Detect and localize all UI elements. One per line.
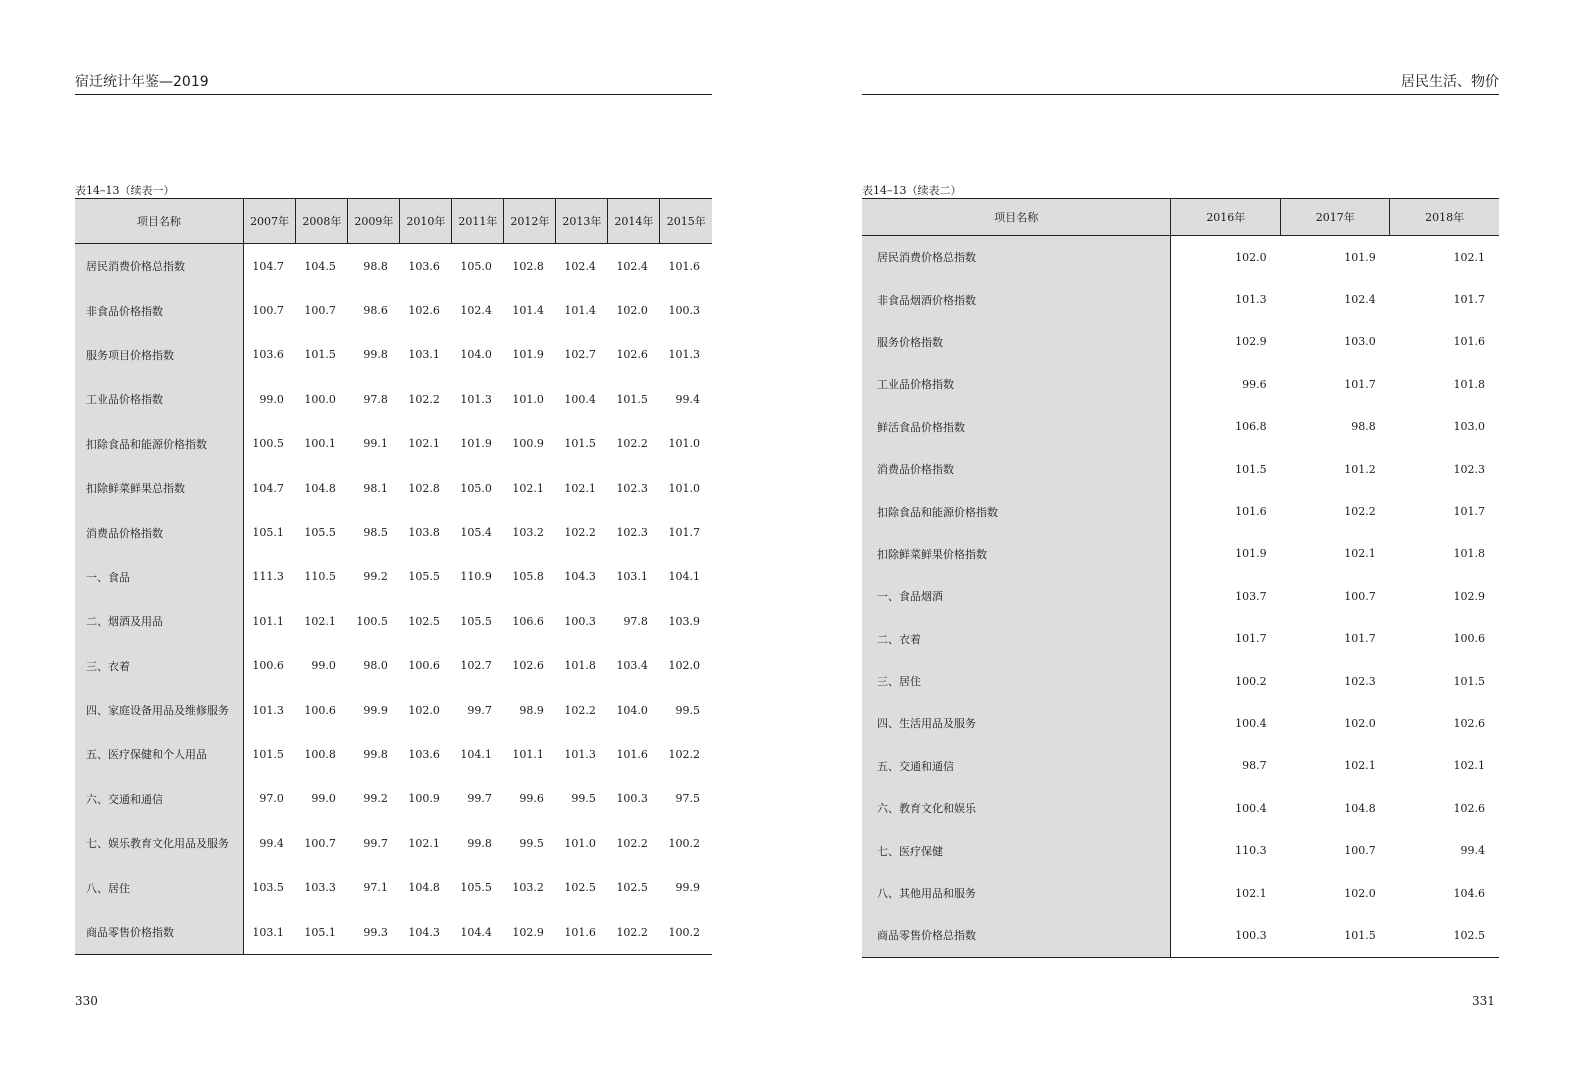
index-value-cell: 102.5 [408, 614, 440, 628]
row-item-name: 居民消费价格总指数 [862, 236, 1171, 279]
index-value-cell: 100.7 [1344, 589, 1376, 603]
index-value-cell: 100.3 [668, 304, 700, 318]
index-value-cell: 99.4 [675, 392, 700, 406]
index-value-cell: 98.1 [363, 481, 388, 495]
index-value-cell: 97.5 [675, 792, 700, 806]
index-value-cell: 101.3 [564, 747, 596, 761]
index-value-cell: 102.2 [564, 526, 596, 540]
index-value-cell: 104.7 [252, 259, 284, 273]
table-row [862, 787, 1499, 829]
index-value-cell: 102.1 [1453, 759, 1485, 773]
left-page-number: 330 [75, 994, 98, 1008]
index-value-cell: 100.7 [304, 304, 336, 318]
index-value-cell: 98.8 [1351, 420, 1376, 434]
index-value-cell: 100.4 [1235, 801, 1267, 815]
index-value-cell: 102.7 [460, 659, 492, 673]
row-item-name: 工业品价格指数 [75, 377, 243, 421]
index-value-cell: 102.4 [1344, 293, 1376, 307]
row-item-name: 六、教育文化和娱乐 [862, 787, 1171, 829]
table-row [862, 236, 1499, 279]
index-value-cell: 103.6 [252, 348, 284, 362]
table-row [75, 688, 712, 732]
index-value-cell: 101.5 [252, 747, 284, 761]
index-value-cell: 100.6 [304, 703, 336, 717]
index-value-cell: 103.1 [408, 348, 440, 362]
index-value-cell: 99.6 [519, 792, 544, 806]
index-value-cell: 100.1 [304, 437, 336, 451]
index-value-cell: 100.7 [304, 836, 336, 850]
index-value-cell: 98.0 [363, 659, 388, 673]
index-value-cell: 101.0 [668, 437, 700, 451]
index-value-cell: 103.0 [1453, 420, 1485, 434]
index-value-cell: 102.4 [616, 259, 648, 273]
index-value-cell: 103.3 [304, 881, 336, 895]
index-value-cell: 101.5 [616, 392, 648, 406]
row-item-name: 六、交通和通信 [75, 777, 243, 821]
index-value-cell: 101.8 [564, 659, 596, 673]
row-item-name: 工业品价格指数 [862, 363, 1171, 405]
table-row [862, 533, 1499, 575]
index-value-cell: 99.7 [467, 703, 492, 717]
index-value-cell: 101.6 [1235, 505, 1267, 519]
index-value-cell: 103.9 [668, 614, 700, 628]
index-value-cell: 101.7 [1344, 632, 1376, 646]
table-row [75, 777, 712, 821]
index-value-cell: 101.6 [1453, 335, 1485, 349]
index-value-cell: 101.5 [1235, 462, 1267, 476]
row-item-name: 一、食品烟酒 [862, 575, 1171, 617]
index-value-cell: 102.1 [1235, 886, 1267, 900]
index-value-cell: 102.6 [1453, 716, 1485, 730]
table-row [75, 555, 712, 599]
row-item-name: 四、家庭设备用品及维修服务 [75, 688, 243, 732]
index-value-cell: 97.8 [363, 392, 388, 406]
index-value-cell: 101.1 [512, 747, 544, 761]
index-value-cell: 101.0 [512, 392, 544, 406]
row-item-name: 扣除食品和能源价格指数 [862, 490, 1171, 532]
index-value-cell: 100.8 [304, 747, 336, 761]
index-value-cell: 104.5 [304, 259, 336, 273]
index-value-cell: 97.1 [363, 881, 388, 895]
index-value-cell: 103.1 [616, 570, 648, 584]
index-value-cell: 104.7 [252, 481, 284, 495]
right-table-header-row [862, 199, 1499, 236]
index-value-cell: 98.6 [363, 304, 388, 318]
table-row [862, 618, 1499, 660]
column-header-year: 2016年 [1171, 199, 1281, 236]
left-table-caption: 表14–13（续表一） [75, 184, 175, 197]
index-value-cell: 102.0 [1344, 886, 1376, 900]
index-value-cell: 101.9 [512, 348, 544, 362]
index-value-cell: 101.7 [1344, 377, 1376, 391]
table-row [862, 448, 1499, 490]
row-item-name: 扣除鲜菜鲜果价格指数 [862, 533, 1171, 575]
index-value-cell: 101.7 [1453, 505, 1485, 519]
index-value-cell: 103.2 [512, 526, 544, 540]
row-item-name: 鲜活食品价格指数 [862, 406, 1171, 448]
table-row [75, 910, 712, 955]
index-value-cell: 102.2 [408, 392, 440, 406]
index-value-cell: 102.0 [408, 703, 440, 717]
index-value-cell: 101.3 [1235, 293, 1267, 307]
index-value-cell: 101.7 [668, 526, 700, 540]
row-item-name: 二、烟酒及用品 [75, 599, 243, 643]
index-value-cell: 101.0 [668, 481, 700, 495]
table-row [75, 244, 712, 289]
table-row [862, 702, 1499, 744]
index-value-cell: 104.4 [460, 925, 492, 939]
index-value-cell: 101.6 [616, 747, 648, 761]
index-value-cell: 102.3 [1344, 674, 1376, 688]
index-value-cell: 100.2 [668, 925, 700, 939]
table-row [75, 510, 712, 554]
table-row [862, 363, 1499, 405]
index-value-cell: 99.5 [675, 703, 700, 717]
index-value-cell: 101.7 [1235, 632, 1267, 646]
index-value-cell: 99.8 [363, 348, 388, 362]
right-page-number: 331 [1472, 994, 1495, 1008]
index-value-cell: 102.0 [616, 304, 648, 318]
index-value-cell: 100.2 [668, 836, 700, 850]
index-value-cell: 102.5 [616, 881, 648, 895]
index-value-cell: 98.9 [519, 703, 544, 717]
index-value-cell: 101.6 [564, 925, 596, 939]
row-item-name: 一、食品 [75, 555, 243, 599]
index-value-cell: 105.4 [460, 526, 492, 540]
right-data-table [862, 198, 1499, 958]
index-value-cell: 102.1 [1453, 250, 1485, 264]
index-value-cell: 99.0 [311, 659, 336, 673]
table-row [75, 333, 712, 377]
table-row [75, 288, 712, 332]
row-item-name: 商品零售价格总指数 [862, 914, 1171, 957]
row-item-name: 服务价格指数 [862, 321, 1171, 363]
section-title: 居民生活、物价 [1401, 74, 1499, 90]
row-item-name: 三、居住 [862, 660, 1171, 702]
column-header-year: 2011年 [452, 199, 504, 244]
index-value-cell: 101.3 [460, 392, 492, 406]
index-value-cell: 102.9 [512, 925, 544, 939]
index-value-cell: 102.1 [1344, 759, 1376, 773]
row-item-name: 八、居住 [75, 865, 243, 909]
index-value-cell: 103.8 [408, 526, 440, 540]
table-row [862, 490, 1499, 532]
row-item-name: 扣除食品和能源价格指数 [75, 422, 243, 466]
index-value-cell: 102.5 [564, 881, 596, 895]
row-item-name: 非食品烟酒价格指数 [862, 278, 1171, 320]
index-value-cell: 100.0 [304, 392, 336, 406]
index-value-cell: 102.2 [616, 836, 648, 850]
left-table-header-row [75, 199, 712, 244]
index-value-cell: 102.1 [1344, 547, 1376, 561]
index-value-cell: 101.9 [1235, 547, 1267, 561]
index-value-cell: 104.0 [460, 348, 492, 362]
index-value-cell: 101.0 [564, 836, 596, 850]
table-row [75, 466, 712, 510]
table-row [862, 872, 1499, 914]
yearbook-title: 宿迁统计年鉴—2019 [75, 74, 209, 90]
index-value-cell: 100.7 [252, 304, 284, 318]
index-value-cell: 103.4 [616, 659, 648, 673]
index-value-cell: 98.8 [363, 259, 388, 273]
column-header-year: 2007年 [243, 199, 296, 244]
index-value-cell: 100.6 [408, 659, 440, 673]
table-row [75, 732, 712, 776]
row-item-name: 三、衣着 [75, 644, 243, 688]
index-value-cell: 101.5 [1453, 674, 1485, 688]
index-value-cell: 106.8 [1235, 420, 1267, 434]
index-value-cell: 105.5 [460, 881, 492, 895]
left-data-table [75, 198, 712, 955]
index-value-cell: 111.3 [252, 570, 284, 584]
right-table-body [862, 236, 1499, 958]
index-value-cell: 99.7 [467, 792, 492, 806]
table-row [75, 821, 712, 865]
index-value-cell: 98.7 [1242, 759, 1267, 773]
row-item-name: 服务项目价格指数 [75, 333, 243, 377]
index-value-cell: 101.4 [564, 304, 596, 318]
index-value-cell: 105.1 [304, 925, 336, 939]
index-value-cell: 97.8 [623, 614, 648, 628]
index-value-cell: 100.6 [1453, 632, 1485, 646]
index-value-cell: 99.6 [1242, 377, 1267, 391]
index-value-cell: 105.0 [460, 481, 492, 495]
column-header-item-name: 项目名称 [75, 199, 243, 244]
index-value-cell: 103.5 [252, 881, 284, 895]
index-value-cell: 102.9 [1453, 589, 1485, 603]
index-value-cell: 103.2 [512, 881, 544, 895]
row-item-name: 消费品价格指数 [862, 448, 1171, 490]
table-row [75, 865, 712, 909]
left-table-body [75, 244, 712, 955]
index-value-cell: 99.2 [363, 570, 388, 584]
index-value-cell: 102.3 [616, 481, 648, 495]
index-value-cell: 110.9 [460, 570, 492, 584]
row-item-name: 消费品价格指数 [75, 510, 243, 554]
index-value-cell: 102.8 [512, 259, 544, 273]
index-value-cell: 99.0 [259, 392, 284, 406]
index-value-cell: 99.4 [1460, 844, 1485, 858]
index-value-cell: 98.5 [363, 526, 388, 540]
index-value-cell: 102.6 [616, 348, 648, 362]
right-page-header [862, 72, 1499, 95]
index-value-cell: 99.5 [571, 792, 596, 806]
row-item-name: 非食品价格指数 [75, 288, 243, 332]
index-value-cell: 105.5 [408, 570, 440, 584]
column-header-year: 2014年 [608, 199, 660, 244]
index-value-cell: 106.6 [512, 614, 544, 628]
table-row [75, 422, 712, 466]
table-row [862, 278, 1499, 320]
index-value-cell: 103.7 [1235, 589, 1267, 603]
index-value-cell: 99.9 [363, 703, 388, 717]
row-item-name: 五、交通和通信 [862, 745, 1171, 787]
column-header-year: 2013年 [556, 199, 608, 244]
index-value-cell: 102.3 [616, 526, 648, 540]
index-value-cell: 101.9 [1344, 250, 1376, 264]
index-value-cell: 100.9 [512, 437, 544, 451]
table-row [75, 377, 712, 421]
index-value-cell: 102.1 [408, 437, 440, 451]
index-value-cell: 99.4 [259, 836, 284, 850]
index-value-cell: 101.5 [304, 348, 336, 362]
index-value-cell: 104.1 [460, 747, 492, 761]
index-value-cell: 104.3 [564, 570, 596, 584]
index-value-cell: 100.9 [408, 792, 440, 806]
index-value-cell: 102.6 [512, 659, 544, 673]
index-value-cell: 99.1 [363, 437, 388, 451]
index-value-cell: 105.5 [304, 526, 336, 540]
index-value-cell: 110.3 [1235, 844, 1267, 858]
table-row [862, 660, 1499, 702]
index-value-cell: 100.7 [1344, 844, 1376, 858]
row-item-name: 四、生活用品及服务 [862, 702, 1171, 744]
index-value-cell: 102.1 [408, 836, 440, 850]
index-value-cell: 104.8 [408, 881, 440, 895]
index-value-cell: 100.2 [1235, 674, 1267, 688]
index-value-cell: 102.8 [408, 481, 440, 495]
table-row [75, 644, 712, 688]
column-header-year: 2010年 [400, 199, 452, 244]
index-value-cell: 101.6 [668, 259, 700, 273]
index-value-cell: 110.5 [304, 570, 336, 584]
index-value-cell: 103.1 [252, 925, 284, 939]
index-value-cell: 97.0 [259, 792, 284, 806]
index-value-cell: 102.0 [1344, 716, 1376, 730]
index-value-cell: 99.7 [363, 836, 388, 850]
index-value-cell: 102.1 [304, 614, 336, 628]
index-value-cell: 102.1 [564, 481, 596, 495]
index-value-cell: 102.2 [616, 925, 648, 939]
index-value-cell: 102.1 [512, 481, 544, 495]
row-item-name: 扣除鲜菜鲜果总指数 [75, 466, 243, 510]
column-header-year: 2009年 [348, 199, 400, 244]
index-value-cell: 105.8 [512, 570, 544, 584]
index-value-cell: 103.0 [1344, 335, 1376, 349]
index-value-cell: 104.8 [1344, 801, 1376, 815]
index-value-cell: 100.4 [564, 392, 596, 406]
index-value-cell: 101.5 [1344, 928, 1376, 942]
index-value-cell: 100.3 [1235, 928, 1267, 942]
right-table-caption: 表14–13（续表二） [862, 184, 962, 197]
index-value-cell: 99.8 [467, 836, 492, 850]
index-value-cell: 100.3 [616, 792, 648, 806]
row-item-name: 五、医疗保健和个人用品 [75, 732, 243, 776]
index-value-cell: 102.4 [460, 304, 492, 318]
row-item-name: 七、娱乐教育文化用品及服务 [75, 821, 243, 865]
index-value-cell: 102.3 [1453, 462, 1485, 476]
index-value-cell: 104.3 [408, 925, 440, 939]
index-value-cell: 101.2 [1344, 462, 1376, 476]
index-value-cell: 103.6 [408, 747, 440, 761]
index-value-cell: 101.7 [1453, 293, 1485, 307]
index-value-cell: 102.5 [1453, 928, 1485, 942]
index-value-cell: 102.2 [616, 437, 648, 451]
index-value-cell: 105.5 [460, 614, 492, 628]
index-value-cell: 102.2 [564, 703, 596, 717]
column-header-year: 2008年 [296, 199, 348, 244]
index-value-cell: 104.1 [668, 570, 700, 584]
column-header-year: 2017年 [1281, 199, 1390, 236]
row-item-name: 居民消费价格总指数 [75, 244, 243, 289]
table-row [862, 575, 1499, 617]
index-value-cell: 100.3 [564, 614, 596, 628]
column-header-year: 2012年 [504, 199, 556, 244]
row-item-name: 七、医疗保健 [862, 829, 1171, 871]
index-value-cell: 100.6 [252, 659, 284, 673]
table-row [862, 406, 1499, 448]
index-value-cell: 105.0 [460, 259, 492, 273]
table-row [862, 829, 1499, 871]
index-value-cell: 104.0 [616, 703, 648, 717]
index-value-cell: 105.1 [252, 526, 284, 540]
table-row [862, 745, 1499, 787]
row-item-name: 商品零售价格指数 [75, 910, 243, 955]
column-header-year: 2018年 [1390, 199, 1499, 236]
table-row [862, 321, 1499, 363]
index-value-cell: 101.3 [252, 703, 284, 717]
index-value-cell: 101.9 [460, 437, 492, 451]
index-value-cell: 99.0 [311, 792, 336, 806]
index-value-cell: 102.2 [1344, 505, 1376, 519]
row-item-name: 二、衣着 [862, 618, 1171, 660]
index-value-cell: 104.8 [304, 481, 336, 495]
index-value-cell: 101.5 [564, 437, 596, 451]
index-value-cell: 102.6 [1453, 801, 1485, 815]
index-value-cell: 99.9 [675, 881, 700, 895]
index-value-cell: 102.9 [1235, 335, 1267, 349]
index-value-cell: 101.3 [668, 348, 700, 362]
index-value-cell: 101.4 [512, 304, 544, 318]
index-value-cell: 100.5 [356, 614, 388, 628]
index-value-cell: 102.4 [564, 259, 596, 273]
column-header-item-name: 项目名称 [862, 199, 1171, 236]
index-value-cell: 99.5 [519, 836, 544, 850]
index-value-cell: 102.2 [668, 747, 700, 761]
column-header-year: 2015年 [660, 199, 712, 244]
index-value-cell: 101.1 [252, 614, 284, 628]
index-value-cell: 100.4 [1235, 716, 1267, 730]
left-page-header [75, 72, 712, 95]
index-value-cell: 102.7 [564, 348, 596, 362]
index-value-cell: 102.6 [408, 304, 440, 318]
table-row [75, 599, 712, 643]
index-value-cell: 103.6 [408, 259, 440, 273]
index-value-cell: 104.6 [1453, 886, 1485, 900]
index-value-cell: 101.8 [1453, 547, 1485, 561]
row-item-name: 八、其他用品和服务 [862, 872, 1171, 914]
index-value-cell: 99.8 [363, 747, 388, 761]
index-value-cell: 100.5 [252, 437, 284, 451]
index-value-cell: 99.3 [363, 925, 388, 939]
index-value-cell: 102.0 [1235, 250, 1267, 264]
index-value-cell: 99.2 [363, 792, 388, 806]
table-row [862, 914, 1499, 957]
index-value-cell: 101.8 [1453, 377, 1485, 391]
index-value-cell: 102.0 [668, 659, 700, 673]
